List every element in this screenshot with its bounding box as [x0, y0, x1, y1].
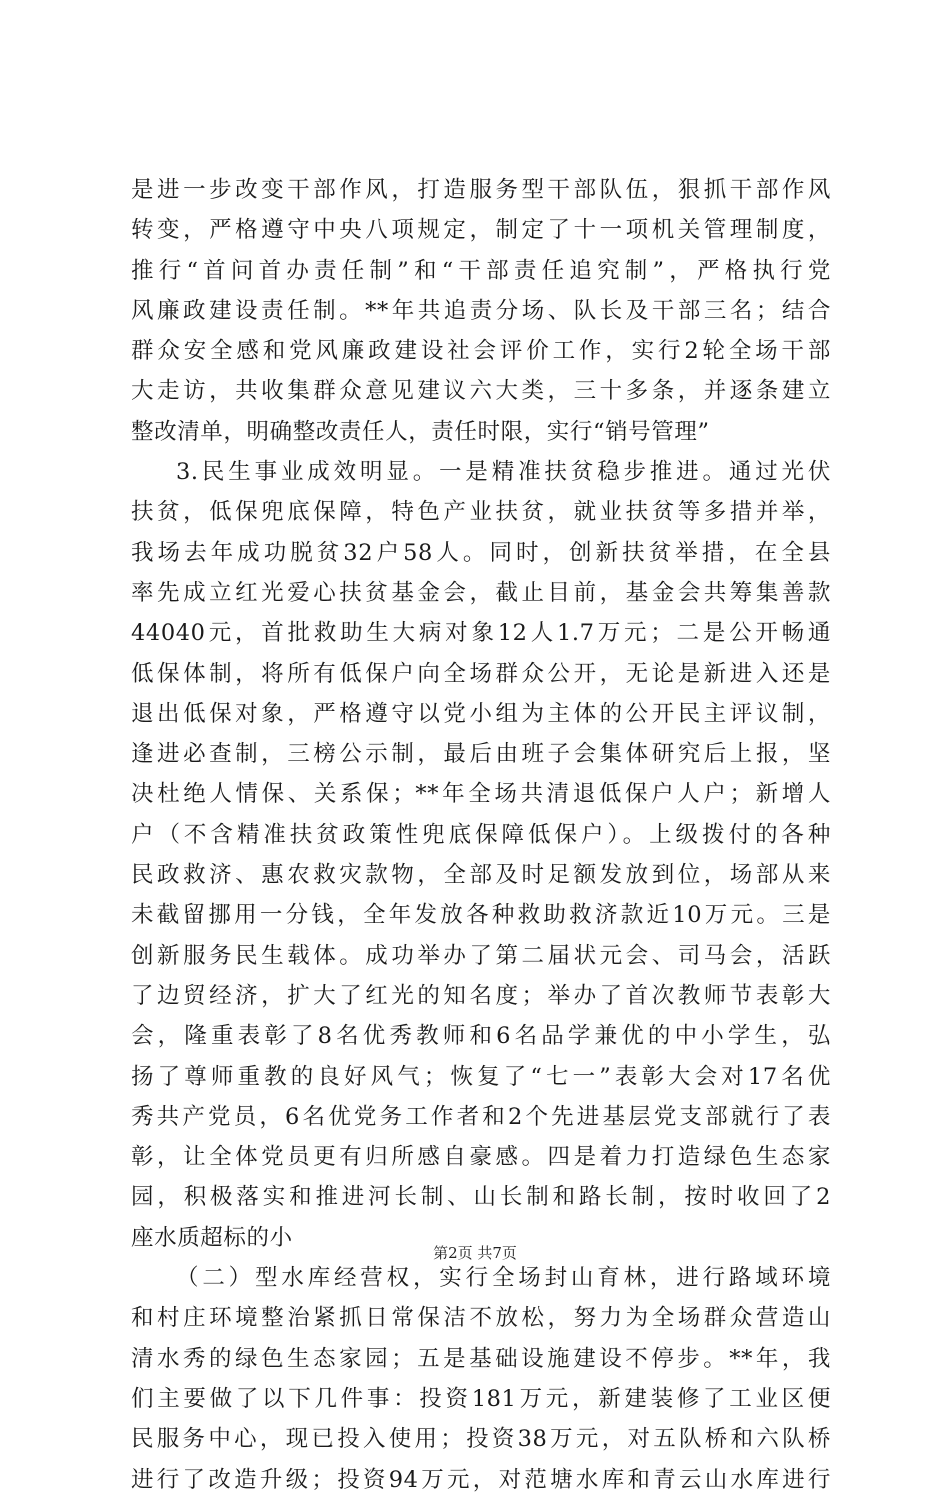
text-line: 群众安全感和党风廉政建设社会评价工作，实行2轮全场干部 — [131, 338, 831, 365]
text-line: 了边贸经济，扩大了红光的知名度；举办了首次教师节表彰大 — [131, 982, 831, 1009]
text-line: 秀共产党员，6名优党务工作者和2个先进基层党支部就行了表 — [131, 1103, 831, 1130]
body-text — [131, 170, 831, 1500]
text-line: 大走访，共收集群众意见建议六大类，三十多条，并逐条建立 — [131, 378, 831, 405]
text-line: 园，积极落实和推进河长制、山长制和路长制，按时收回了2 — [131, 1184, 831, 1211]
text-line: 创新服务民生载体。成功举办了第二届状元会、司马会，活跃 — [131, 942, 831, 969]
text-line: （二）型水库经营权，实行全场封山育林，进行路域环境 — [176, 1265, 831, 1292]
text-line: 低保体制，将所有低保户向全场群众公开，无论是新进入还是 — [131, 660, 831, 687]
text-line: 整改清单，明确整改责任人，责任时限，实行“销号管理” — [131, 418, 710, 445]
text-line: 未截留挪用一分钱，全年发放各种救助救济款近10万元。三是 — [131, 902, 831, 929]
text-line: 彰，让全体党员更有归所感自豪感。四是着力打造绿色生态家 — [131, 1144, 831, 1171]
text-line: 我场去年成功脱贫32户58人。同时，创新扶贫举措，在全县 — [131, 539, 831, 566]
text-line: 转变，严格遵守中央八项规定，制定了十一项机关管理制度， — [131, 217, 831, 244]
text-line: 进行了改造升级；投资94万元，对范塘水库和青云山水库进行 — [131, 1466, 831, 1493]
text-line: 逢进必查制，三榜公示制，最后由班子会集体研究后上报，坚 — [131, 741, 831, 768]
text-line: 扶贫，低保兜底保障，特色产业扶贫，就业扶贫等多措并举， — [131, 499, 831, 526]
text-line: 44040元，首批救助生大病对象12人1.7万元；二是公开畅通 — [131, 620, 831, 647]
text-line: 扬了尊师重教的良好风气；恢复了“七一”表彰大会对17名优 — [131, 1063, 831, 1090]
text-line: 风廉政建设责任制。**年共追责分场、队长及干部三名；结合 — [131, 297, 831, 324]
text-line: 率先成立红光爱心扶贫基金会，截止目前，基金会共筹集善款 — [131, 579, 831, 606]
text-line: 是进一步改变干部作风，打造服务型干部队伍，狠抓干部作风 — [131, 177, 831, 203]
text-line: 会，隆重表彰了8名优秀教师和6名品学兼优的中小学生，弘 — [131, 1023, 831, 1050]
text-line: 清水秀的绿色生态家园；五是基础设施建设不停步。**年，我 — [131, 1345, 831, 1372]
text-line: 和村庄环境整治紧抓日常保洁不放松，努力为全场群众营造山 — [131, 1305, 831, 1332]
text-line: 民服务中心，现已投入使用；投资38万元，对五队桥和六队桥 — [131, 1426, 831, 1453]
text-line: 3.民生事业成效明显。一是精准扶贫稳步推进。通过光伏 — [176, 459, 831, 486]
text-line: 决杜绝人情保、关系保；**年全场共清退低保户人户；新增人 — [131, 781, 831, 808]
text-line: 民政救济、惠农救灾款物，全部及时足额发放到位，场部从来 — [131, 862, 831, 889]
text-line: 们主要做了以下几件事：投资181万元，新建装修了工业区便 — [131, 1385, 831, 1412]
page-number-footer: 第2页 共7页 — [433, 1244, 517, 1262]
text-line: 座水质超标的小 — [131, 1224, 293, 1251]
text-line: 户（不含精准扶贫政策性兜底保障低保户）。上级拨付的各种 — [131, 821, 831, 848]
text-line: 推行“首问首办责任制”和“干部责任追究制”，严格执行党 — [131, 257, 831, 284]
text-line: 退出低保对象，严格遵守以党小组为主体的公开民主评议制， — [131, 700, 831, 727]
